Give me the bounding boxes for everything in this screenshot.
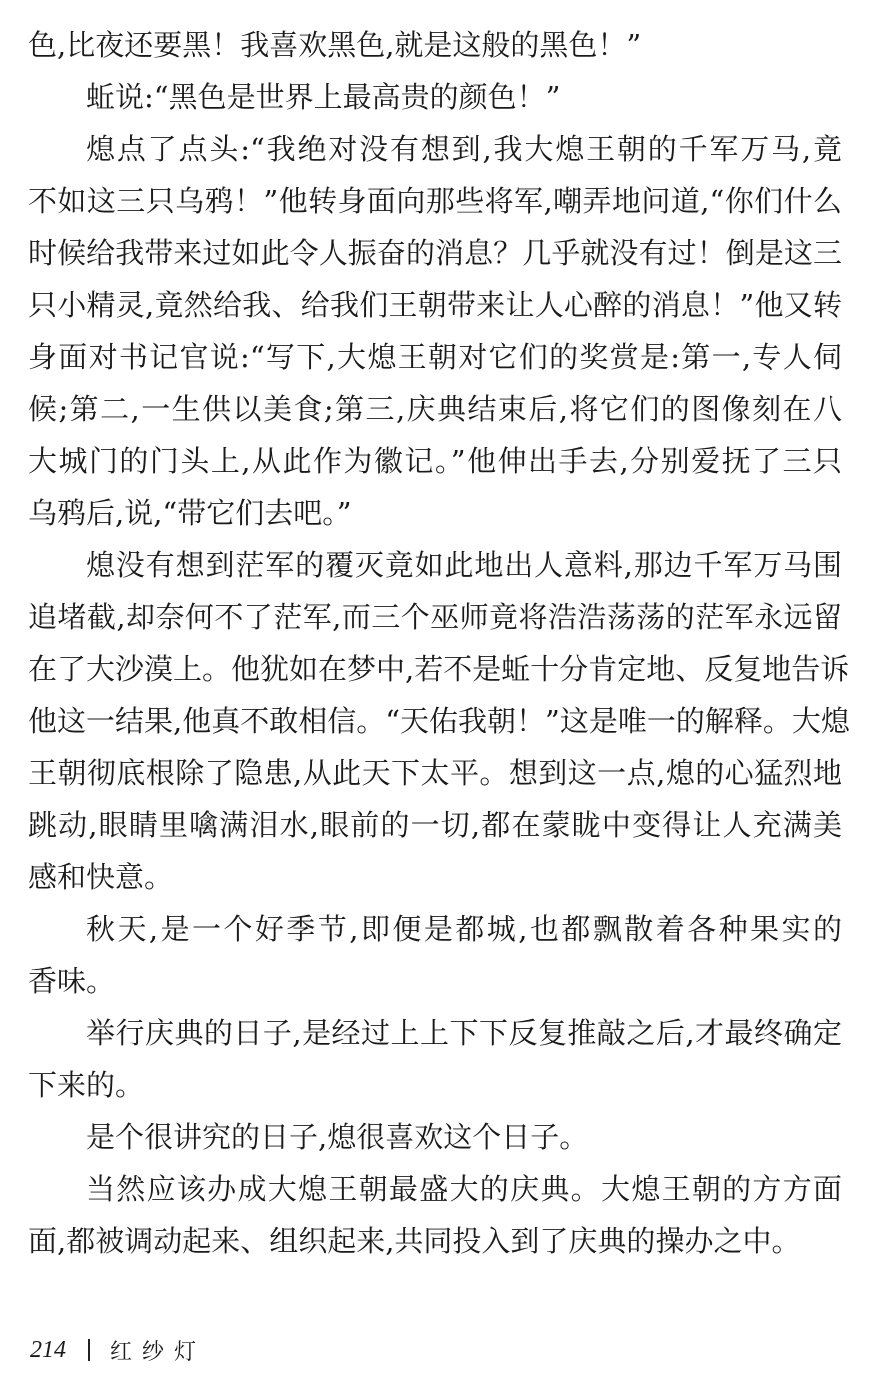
text-line: 身面对书记官说:“写下,大熄王朝对它们的奖赏是:第一,专人伺 xyxy=(28,340,842,374)
text-line: 熄没有想到茫军的覆灭竟如此地出人意料,那边千军万马围 xyxy=(86,548,842,582)
text-line: 面,都被调动起来、组织起来,共同投入到了庆典的操办之中。 xyxy=(28,1224,801,1258)
text-line: 熄点了点头:“我绝对没有想到,我大熄王朝的千军万马,竟 xyxy=(86,132,842,166)
page-footer xyxy=(30,1332,206,1368)
text-line: 王朝彻底根除了隐患,从此天下太平。想到这一点,熄的心猛烈地 xyxy=(28,756,842,790)
text-line: 秋天,是一个好季节,即便是都城,也都飘散着各种果实的 xyxy=(86,912,842,946)
text-line: 当然应该办成大熄王朝最盛大的庆典。大熄王朝的方方面 xyxy=(86,1172,842,1206)
text-line: 下来的。 xyxy=(28,1068,145,1102)
text-line: 举行庆典的日子,是经过上上下下反复推敲之后,才最终确定 xyxy=(86,1016,842,1050)
text-line: 蚯说:“黑色是世界上最高贵的颜色！” xyxy=(86,80,561,114)
footer-divider xyxy=(88,1339,90,1361)
page-number: 214 xyxy=(30,1336,66,1363)
text-line: 乌鸦后,说,“带它们去吧。” xyxy=(28,496,352,530)
text-line: 大城门的门头上,从此作为徽记。”他伸出手去,分别爱抚了三只 xyxy=(28,444,842,478)
body-text xyxy=(28,19,850,1267)
text-line: 只小精灵,竟然给我、给我们王朝带来让人心醉的消息！”他又转 xyxy=(28,288,842,322)
text-line: 跳动,眼睛里噙满泪水,眼前的一切,都在蒙眬中变得让人充满美 xyxy=(28,808,842,842)
text-line: 色,比夜还要黑！我喜欢黑色,就是这般的黑色！” xyxy=(28,28,642,62)
text-line: 香味。 xyxy=(28,964,116,998)
text-line: 不如这三只乌鸦！”他转身面向那些将军,嘲弄地问道,“你们什么 xyxy=(28,184,842,218)
text-line: 是个很讲究的日子,熄很喜欢这个日子。 xyxy=(86,1120,589,1154)
text-line: 感和快意。 xyxy=(28,860,174,894)
text-line: 时候给我带来过如此令人振奋的消息？几乎就没有过！倒是这三 xyxy=(28,236,842,270)
text-line: 追堵截,却奈何不了茫军,而三个巫师竟将浩浩荡荡的茫军永远留 xyxy=(28,600,842,634)
text-line: 候;第二,一生供以美食;第三,庆典结束后,将它们的图像刻在八 xyxy=(28,392,842,426)
text-line: 在了大沙漠上。他犹如在梦中,若不是蚯十分肯定地、反复地告诉 xyxy=(28,652,850,686)
book-title: 红纱灯 xyxy=(110,1339,207,1365)
text-line: 他这一结果,他真不敢相信。“天佑我朝！”这是唯一的解释。大熄 xyxy=(28,704,850,738)
